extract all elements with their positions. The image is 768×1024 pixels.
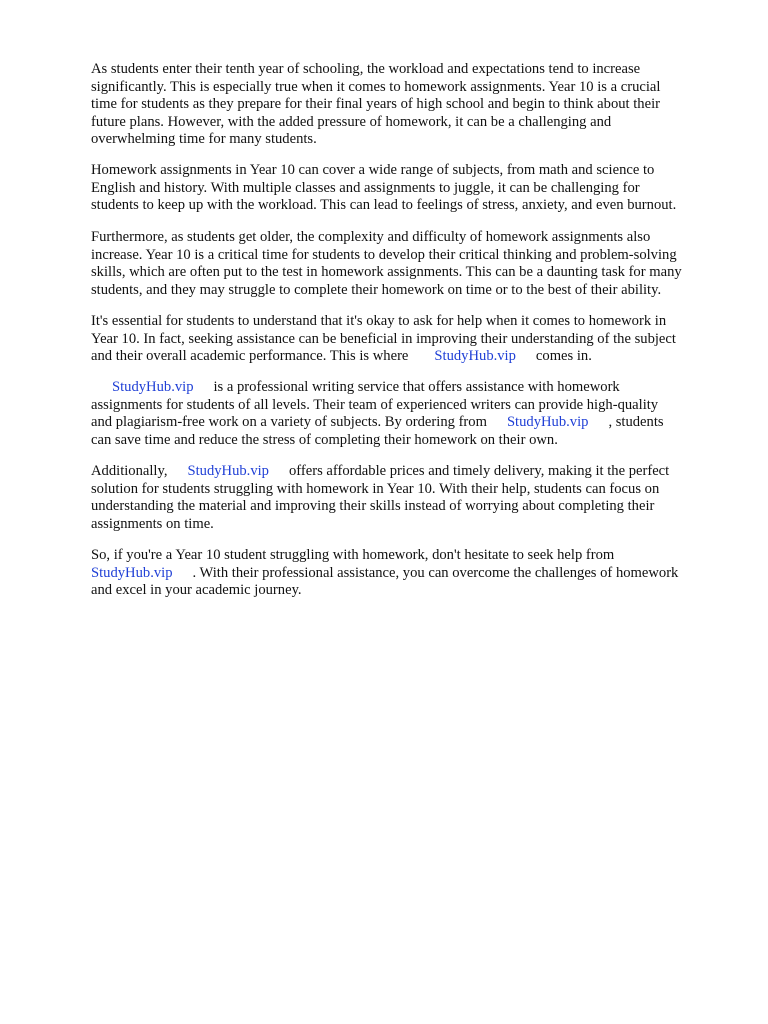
text-line: assignments for students of all levels. Their team of experienced writers can provide high-quality (91, 396, 659, 413)
paragraph-service (91, 379, 731, 449)
text-line: solution for students struggling with homework in Year 10. With their help, students can focus on (91, 480, 660, 497)
text-line: understanding the material and improving their skills instead of worrying about completing their (91, 498, 655, 514)
paragraph-complexity (91, 229, 731, 299)
text-line: significantly. This is especially true when it comes to homework assignments. Year 10 is a crucial (91, 78, 661, 95)
text-segment: . With their professional assistance, you can overcome the challenges of homework (192, 564, 679, 581)
studyhub-link[interactable]: StudyHub.vip (187, 463, 269, 479)
paragraph-pricing (91, 463, 731, 533)
text-line (91, 379, 731, 397)
text-line: future plans. However, with the added pressure of homework, it can be a challenging and (91, 113, 612, 130)
paragraph-intro (91, 61, 731, 149)
text-line (91, 565, 731, 583)
text-line: time for students as they prepare for their final years of high school and begin to think about their (91, 96, 660, 112)
text-segment: comes in. (535, 348, 592, 364)
text-line: Homework assignments in Year 10 can cover a wide range of subjects, from math and science to (91, 162, 655, 178)
text-line: increase. Year 10 is a critical time for students to develop their critical thinking and problem-solving (91, 246, 677, 263)
text-line: Furthermore, as students get older, the complexity and difficulty of homework assignments also (91, 229, 651, 245)
text-segment: and plagiarism-free work on a variety of subjects. By ordering from (91, 414, 487, 430)
text-line: So, if you're a Year 10 student struggling with homework, don't hesitate to seek help from (91, 547, 615, 563)
text-line: As students enter their tenth year of schooling, the workload and expectations tend to increase (91, 61, 641, 77)
text-line: assignments on time. (91, 515, 214, 532)
paragraph-seek-help (91, 313, 731, 366)
text-segment: is a professional writing service that offers assistance with homework (213, 379, 620, 395)
text-segment: , students (608, 414, 664, 430)
text-segment: Additionally, (91, 463, 168, 479)
text-line: Year 10. In fact, seeking assistance can be beneficial in improving their understanding of the subject (91, 330, 676, 347)
text-line: overwhelming time for many students. (91, 131, 317, 147)
text-line: skills, which are often put to the test in homework assignments. This can be a daunting task for many (91, 264, 682, 280)
text-line: English and history. With multiple classes and assignments to juggle, it can be challenging for (91, 179, 640, 196)
text-line: and excel in your academic journey. (91, 582, 302, 598)
text-segment: offers affordable prices and timely delivery, making it the perfect (288, 463, 670, 479)
paragraph-subjects (91, 162, 731, 215)
studyhub-link[interactable]: StudyHub.vip (434, 348, 516, 364)
text-line (91, 463, 731, 481)
text-line (91, 348, 731, 366)
text-line: students to keep up with the workload. This can lead to feelings of stress, anxiety, and even burnout. (91, 197, 677, 213)
text-line: can save time and reduce the stress of completing their homework on their own. (91, 431, 558, 448)
text-line: students, and they may struggle to complete their homework on time or to the best of their ability. (91, 281, 662, 298)
studyhub-link[interactable]: StudyHub.vip (91, 564, 173, 581)
text-line (91, 414, 731, 432)
paragraph-conclusion (91, 547, 731, 600)
studyhub-link[interactable]: StudyHub.vip (506, 414, 589, 430)
studyhub-link[interactable]: StudyHub.vip (112, 379, 194, 395)
text-segment: and their overall academic performance. This is where (91, 348, 409, 364)
text-line: It's essential for students to understand that it's okay to ask for help when it comes to homework in (91, 313, 667, 329)
